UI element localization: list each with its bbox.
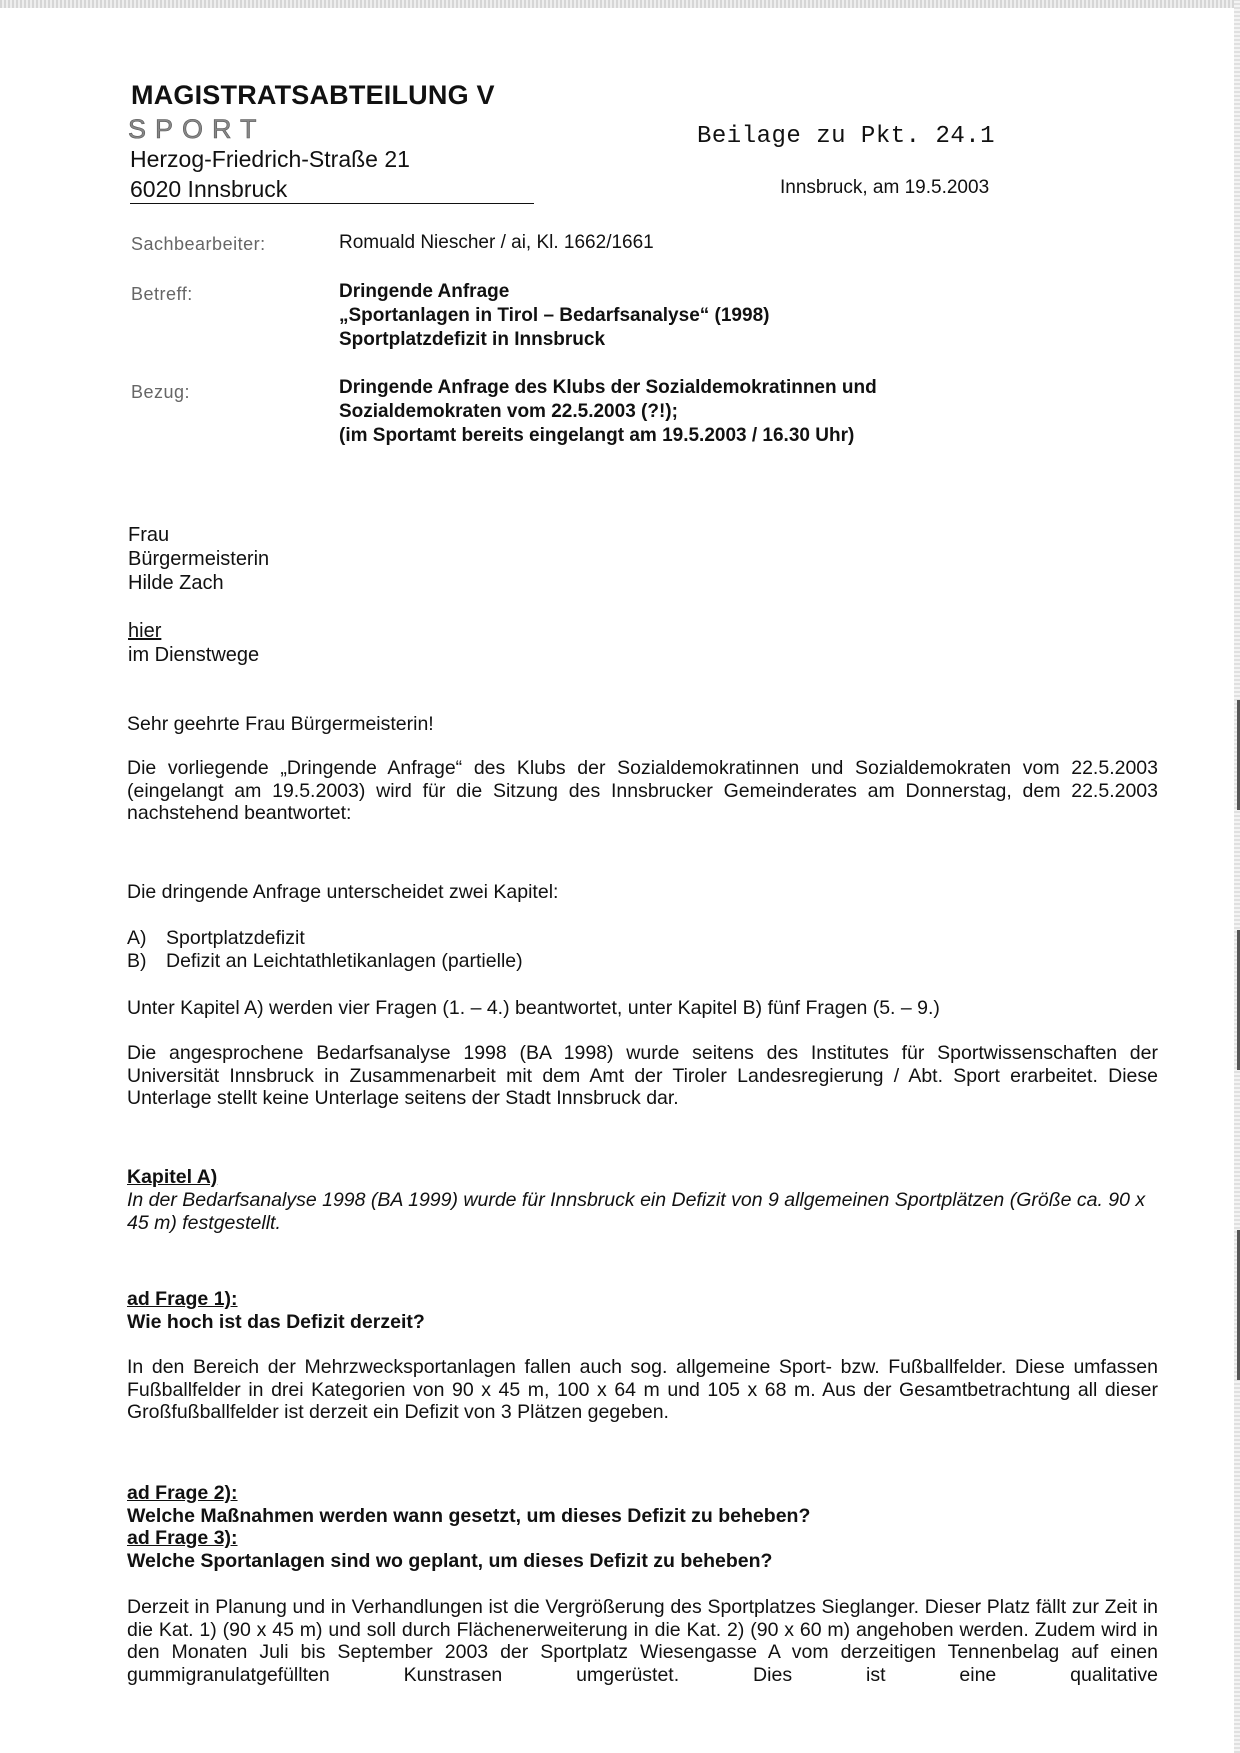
chapters-intro: Die dringende Anfrage unterscheidet zwei Kapitel:: [127, 881, 559, 903]
question-2-3-answer: Derzeit in Planung und in Verhandlungen ist die Vergrößerung des Sportplatzes Sieglanger. Dieser Platz fällt zur Zeit in die Kat. 1) (90 x 45 m) und soll durch Flächenerweiterung in die Kat. 2) (90 x 60 m) angehoben werden. Zudem wird in den Monaten Juli bis September 2003 der Sportplatz Wiesengasse A vom derzeitigen Tennenbelag auf einen gummigranulatgefüllten Kunstrasen umgerüstet. Dies ist eine qualitative: [127, 1596, 1158, 1686]
question-1-label: ad Frage 1):: [127, 1288, 238, 1310]
recipient-here: hier: [128, 620, 162, 642]
question-2-label: ad Frage 2):: [127, 1482, 238, 1504]
reference-line: Dringende Anfrage des Klubs der Sozialdemokratinnen und: [339, 377, 877, 398]
scan-right-edge: [1234, 0, 1240, 1753]
scan-top-edge: [0, 0, 1240, 8]
question-1-text: Wie hoch ist das Defizit derzeit?: [127, 1311, 425, 1333]
chapter-a-item: A) Sportplatzdefizit: [127, 927, 305, 949]
annex-reference: Beilage zu Pkt. 24.1: [697, 123, 996, 150]
section-name: SPORT: [128, 114, 266, 144]
question-3-text: Welche Sportanlagen sind wo geplant, um dieses Defizit zu beheben?: [127, 1550, 773, 1572]
recipient-line: Frau: [128, 524, 170, 546]
subject-block: [339, 280, 769, 352]
subject-line: Sportplatzdefizit in Innsbruck: [339, 329, 606, 350]
reference-line: (im Sportamt bereits eingelangt am 19.5.2003 / 16.30 Uhr): [339, 425, 855, 446]
reference-label: Bezug:: [131, 382, 191, 402]
reference-line: Sozialdemokraten vom 22.5.2003 (?!);: [339, 401, 678, 422]
date-line: Innsbruck, am 19.5.2003: [780, 177, 990, 198]
street-address: Herzog-Friedrich-Straße 21: [130, 146, 410, 172]
question-1-answer: In den Bereich der Mehrzwecksportanlagen fallen auch sog. allgemeine Sport- bzw. Fußballfelder. Diese umfassen Fußballfelder in drei Kategorien von 90 x 45 m, 100 x 64 m und 105 x 68 m. Aus der Gesamtbetrachtung all dieser Großfußballfelder ist derzeit ein Defizit von 3 Plätzen gegeben.: [127, 1356, 1158, 1423]
questions-note: Unter Kapitel A) werden vier Fragen (1. – 4.) beantwortet, unter Kapitel B) fünf Fragen (5. – 9.): [127, 997, 940, 1019]
question-2-text: Welche Maßnahmen werden wann gesetzt, um dieses Defizit zu beheben?: [127, 1505, 811, 1527]
recipient-line: Bürgermeisterin: [128, 548, 270, 570]
clerk-label: Sachbearbeiter:: [131, 234, 266, 254]
chapter-b-item: B) Defizit an Leichtathletikanlagen (partielle): [127, 950, 523, 972]
clerk-value: Romuald Niescher / ai, Kl. 1662/1661: [339, 232, 654, 253]
recipient-block: [128, 523, 269, 667]
kapitel-a-text: In der Bedarfsanalyse 1998 (BA 1999) wurde für Innsbruck ein Defizit von 9 allgemeinen Sportplätzen (Größe ca. 90 x 45 m) festgestellt.: [127, 1189, 1146, 1234]
department-title: MAGISTRATSABTEILUNG V: [131, 80, 495, 110]
subject-line: Dringende Anfrage: [339, 281, 510, 302]
question-3-label: ad Frage 3):: [127, 1527, 238, 1549]
reference-block: [339, 376, 877, 448]
subject-line: „Sportanlagen in Tirol – Bedarfsanalyse“ (1998): [339, 305, 770, 326]
recipient-line: Hilde Zach: [128, 572, 224, 594]
recipient-via: im Dienstwege: [128, 644, 260, 666]
salutation: Sehr geehrte Frau Bürgermeisterin!: [127, 713, 434, 735]
kapitel-a-heading: Kapitel A): [127, 1166, 218, 1188]
analysis-paragraph: Die angesprochene Bedarfsanalyse 1998 (BA 1998) wurde seitens des Institutes für Sportwissenschaften der Universität Innsbruck in Zusammenarbeit mit dem Amt der Tiroler Landesregierung / Abt. Sport erarbeitet. Diese Unterlage stellt keine Unterlage seitens der Stadt Innsbruck dar.: [127, 1042, 1158, 1109]
subject-label: Betreff:: [131, 284, 193, 304]
city-address: 6020 Innsbruck: [130, 176, 534, 204]
intro-paragraph: Die vorliegende „Dringende Anfrage“ des Klubs der Sozialdemokratinnen und Sozialdemokraten vom 22.5.2003 (eingelangt am 19.5.2003) wird für die Sitzung des Innsbrucker Gemeinderates am Donnerstag, dem 22.5.2003 nachstehend beantwortet:: [127, 757, 1158, 824]
